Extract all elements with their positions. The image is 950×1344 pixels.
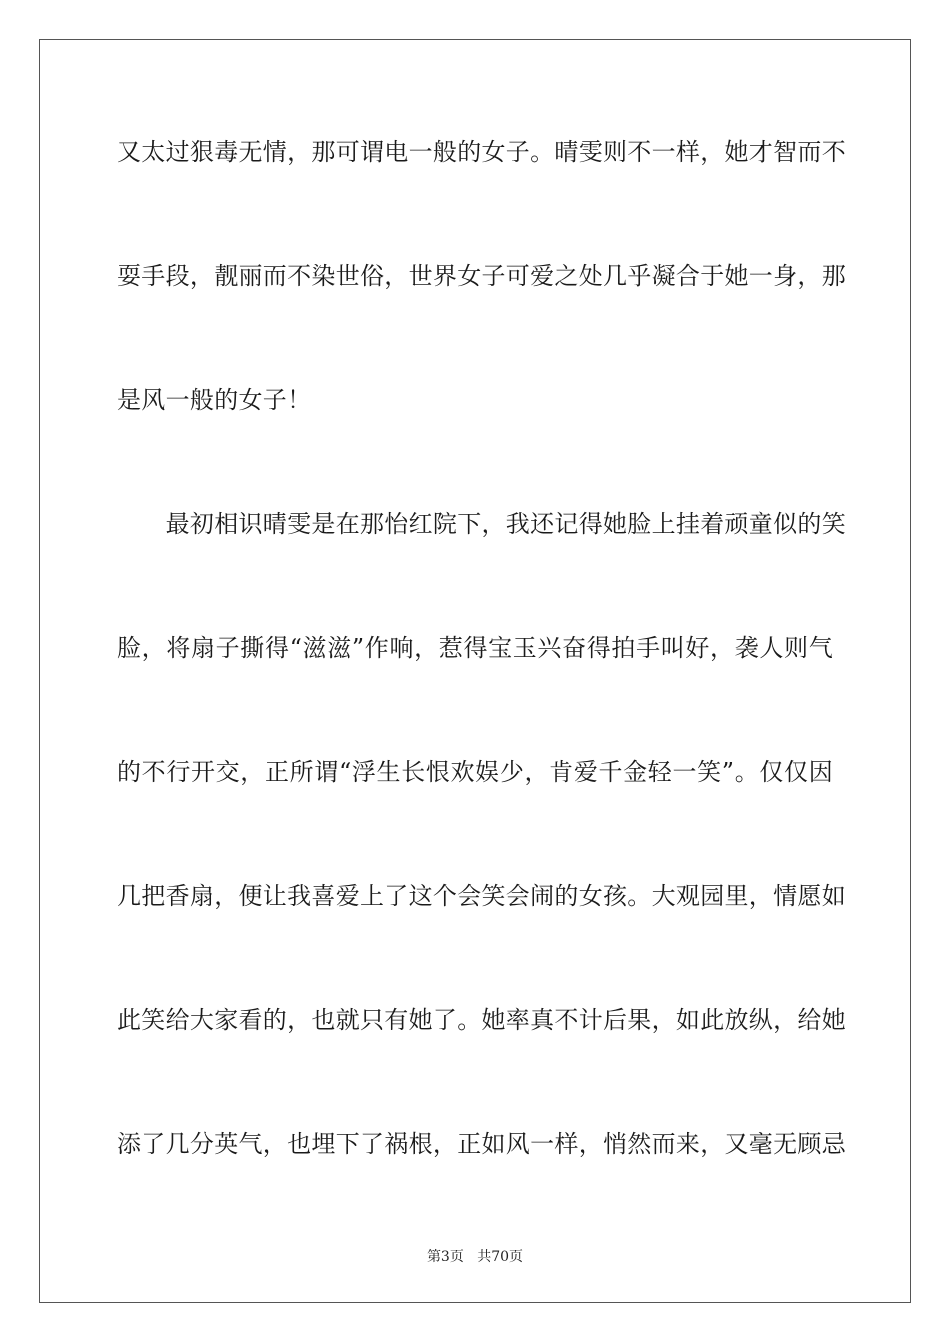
text-line: 几把香扇，便让我喜爱上了这个会笑会闹的女孩。大观园里，情愿如 <box>117 882 846 910</box>
page-border <box>39 39 911 1303</box>
text-line: 又太过狠毒无情，那可谓电一般的女子。晴雯则不一样，她才智而不 <box>117 138 846 166</box>
page-footer <box>0 1248 950 1266</box>
text-line: 此笑给大家看的，也就只有她了。她率真不计后果，如此放纵，给她 <box>117 1006 846 1034</box>
text-line: 是风一般的女子！ <box>117 386 312 414</box>
text-line: 耍手段，靓丽而不染世俗，世界女子可爱之处几乎凝合于她一身，那 <box>117 262 846 290</box>
text-line: 最初相识晴雯是在那怡红院下，我还记得她脸上挂着顽童似的笑 <box>117 510 846 538</box>
text-line: 脸，将扇子撕得“滋滋”作响，惹得宝玉兴奋得拍手叫好，袭人则气 <box>117 634 833 662</box>
text-line: 添了几分英气，也埋下了祸根，正如风一样，悄然而来，又毫无顾忌 <box>117 1130 846 1158</box>
page-number: 第3页 <box>426 1249 464 1265</box>
page-total: 共70页 <box>477 1249 524 1265</box>
text-line: 的不行开交，正所谓“浮生长恨欢娱少，肯爱千金轻一笑”。仅仅因 <box>117 758 833 786</box>
